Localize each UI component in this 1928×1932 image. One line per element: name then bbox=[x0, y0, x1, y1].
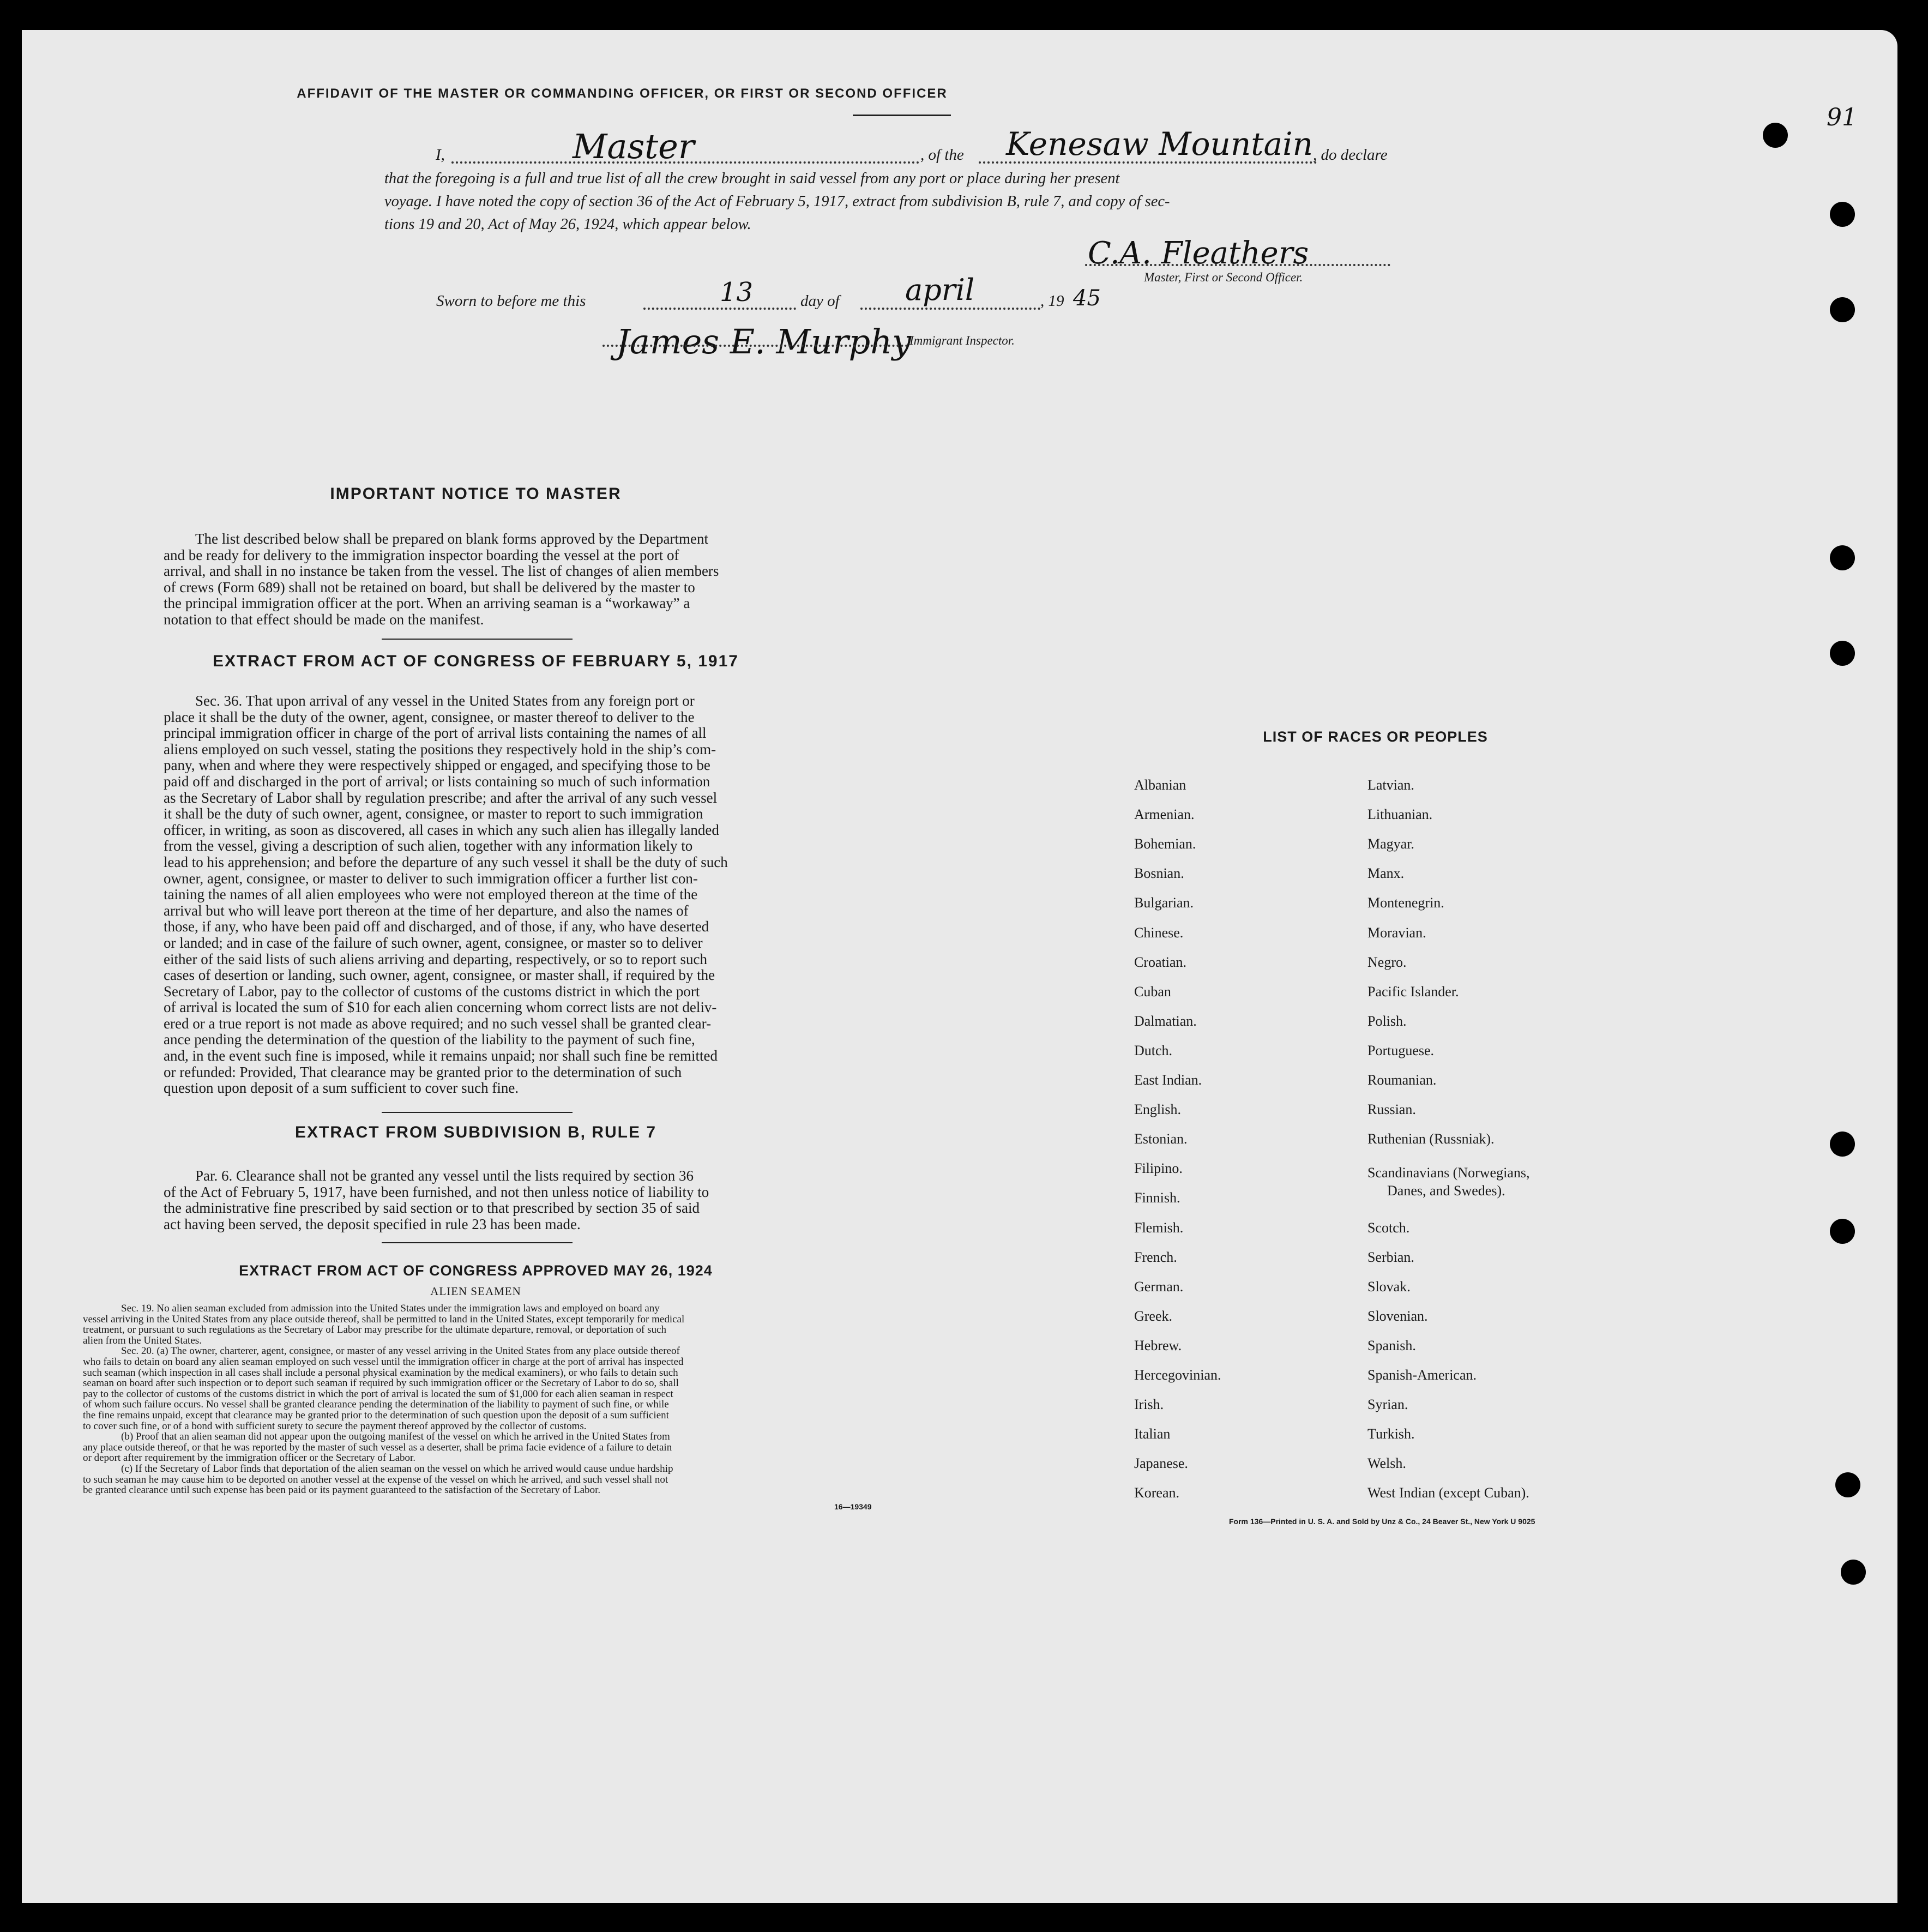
affidavit-declare-label: , do declare bbox=[1313, 146, 1388, 164]
text-line: Par. 6. Clearance shall not be granted any vessel until the lists required by section 36 bbox=[195, 1167, 694, 1184]
race-item: English. bbox=[1134, 1102, 1181, 1118]
inspector-caption: Immigrant Inspector. bbox=[909, 334, 1015, 347]
race-item: Bulgarian. bbox=[1134, 895, 1194, 911]
notice-paragraph bbox=[164, 531, 791, 628]
affidavit-of-the-label: , of the bbox=[920, 146, 964, 164]
text-line: Sec. 36. That upon arrival of any vessel in the United States from any foreign port or bbox=[195, 693, 695, 709]
day-field-line bbox=[643, 308, 796, 310]
punch-hole bbox=[1835, 1472, 1860, 1497]
punch-hole bbox=[1830, 545, 1855, 570]
text-line: notation to that effect should be made on the manifest. bbox=[164, 611, 484, 628]
text-line: Sec. 19. No alien seaman excluded from admission into the United States under the immigration laws and employed on board any bbox=[121, 1303, 660, 1314]
section-rule bbox=[382, 639, 573, 640]
master-handwritten: Master bbox=[573, 127, 695, 166]
race-item: Dutch. bbox=[1134, 1042, 1173, 1058]
text-line: arrival, and shall in no instance be taken from the vessel. The list of changes of alien members bbox=[164, 563, 719, 580]
race-item: Serbian. bbox=[1367, 1249, 1414, 1265]
text-line: of the Act of February 5, 1917, have been furnished, and not then unless notice of liability to bbox=[164, 1183, 709, 1200]
text-line: the principal immigration officer at the port. When an arriving seaman is a “workaway” a bbox=[164, 595, 690, 612]
race-item: Bohemian. bbox=[1134, 836, 1196, 852]
race-item: Polish. bbox=[1367, 1013, 1407, 1029]
race-item: French. bbox=[1134, 1249, 1177, 1265]
race-item: Scandinavians (Norwegians, bbox=[1367, 1165, 1530, 1181]
race-item: Turkish. bbox=[1367, 1426, 1415, 1442]
extract-1917-title: EXTRACT FROM ACT OF CONGRESS OF FEBRUARY 5, 1917 bbox=[213, 652, 739, 670]
race-item: Welsh. bbox=[1367, 1455, 1406, 1472]
text-line: paid off and discharged in the port of arrival; or lists containing so much of such information bbox=[164, 773, 710, 790]
text-line: treatment, or pursuant to such regulations as the Secretary of Labor may prescribe for the ultimate departure, removal, or deportation of such bbox=[83, 1324, 666, 1336]
sworn-label: Sworn to before me this bbox=[436, 292, 586, 310]
text-line: such seaman (which inspection in all cases shall include a personal physical examination by the medical examiners), or who fails to detain such bbox=[83, 1367, 678, 1379]
text-line: act having been served, the deposit specified in rule 23 has been made. bbox=[164, 1215, 581, 1232]
text-line: and be ready for delivery to the immigration inspector boarding the vessel at the port of bbox=[164, 546, 679, 563]
race-item: Slovak. bbox=[1367, 1278, 1411, 1295]
punch-hole bbox=[1830, 297, 1855, 322]
text-line: or deport after requirement by the immigration officer or the Secretary of Labor. bbox=[83, 1452, 416, 1464]
race-item: Negro. bbox=[1367, 954, 1407, 970]
race-item: Irish. bbox=[1134, 1397, 1164, 1413]
race-item: Spanish-American. bbox=[1367, 1367, 1477, 1383]
text-line: Sec. 20. (a) The owner, charterer, agent, consignee, or master of any vessel arriving in the United States from any place outside thereof bbox=[121, 1345, 680, 1357]
race-item: Estonian. bbox=[1134, 1131, 1188, 1147]
race-item: Ruthenian (Russniak). bbox=[1367, 1131, 1495, 1147]
text-line: the administrative fine prescribed by said section or to that prescribed by section 35 of said bbox=[164, 1200, 700, 1217]
race-item: Moravian. bbox=[1367, 924, 1426, 941]
text-line: ance pending the determination of the question of the liability to the payment of such fine, bbox=[164, 1031, 695, 1048]
text-line: officer, in writing, as soon as discovered, all cases in which any such alien has illegally landed bbox=[164, 821, 719, 838]
punch-hole bbox=[1841, 1560, 1866, 1585]
day-handwritten: 13 bbox=[720, 277, 754, 308]
text-line: as the Secretary of Labor shall by regulation prescribe; and after the arrival of any such vessel bbox=[164, 789, 718, 806]
punch-hole bbox=[1763, 123, 1788, 148]
text-line: or landed; and in case of the failure of such owner, agent, consignee, or master so to deliver bbox=[164, 934, 703, 951]
race-item: Slovenian. bbox=[1367, 1308, 1428, 1324]
races-title: LIST OF RACES OR PEOPLES bbox=[1263, 729, 1488, 745]
text-line: taining the names of all alien employees who were not employed thereon at the time of the bbox=[164, 886, 698, 903]
text-line: be granted clearance until such expense has been paid or its payment guaranteed to the satisfaction of the Secretary of Labor. bbox=[83, 1484, 601, 1496]
inspector-signature: James E. Murphy bbox=[616, 322, 912, 362]
month-handwritten: april bbox=[905, 273, 975, 307]
race-item: Chinese. bbox=[1134, 924, 1184, 941]
affidavit-text-line2: voyage. I have noted the copy of section 36 of the Act of February 5, 1917, extract from subdivision B, rule 7, and copy of sec- bbox=[384, 193, 1170, 210]
text-line: either of the said lists of such aliens arriving and departing, respectively, or so to report such bbox=[164, 950, 707, 967]
notice-title: IMPORTANT NOTICE TO MASTER bbox=[330, 485, 622, 503]
month-field-line bbox=[860, 308, 1040, 310]
text-line: it shall be the duty of such owner, agent, consignee, or master to report to such immigration bbox=[164, 805, 703, 822]
text-line: to cover such fine, or of a bond with sufficient surety to secure the payment thereof approved by the collector of customs. bbox=[83, 1420, 587, 1432]
day-of-label: day of bbox=[800, 292, 840, 310]
race-item: Syrian. bbox=[1367, 1397, 1408, 1413]
text-line: principal immigration officer in charge of the port of arrival lists containing the names of all bbox=[164, 725, 707, 742]
affidavit-text-line3: tions 19 and 20, Act of May 26, 1924, which appear below. bbox=[384, 216, 751, 233]
race-item: Albanian bbox=[1134, 777, 1186, 793]
text-line: The list described below shall be prepared on blank forms approved by the Department bbox=[195, 531, 708, 547]
text-line: aliens employed on such vessel, stating the positions they respectively hold in the ship’s com- bbox=[164, 741, 716, 757]
punch-hole bbox=[1830, 202, 1855, 227]
text-line: vessel arriving in the United States from any place outside thereof, shall be permitted to land in the United States, except temporarily for medical bbox=[83, 1313, 685, 1325]
text-line: (b) Proof that an alien seaman did not appear upon the outgoing manifest of the vessel on which he arrived in the United States from bbox=[121, 1431, 670, 1443]
race-item: Bosnian. bbox=[1134, 865, 1184, 882]
officer-signature: C.A. Fleathers bbox=[1088, 236, 1309, 271]
form-number: 16—19349 bbox=[834, 1502, 872, 1511]
title-rule bbox=[853, 115, 951, 116]
text-line: of crews (Form 689) shall not be retained on board, but shall be delivered by the master to bbox=[164, 579, 695, 595]
text-line: or refunded: Provided, That clearance may be granted prior to the determination of such bbox=[164, 1063, 682, 1080]
year-handwritten: 45 bbox=[1073, 286, 1101, 311]
race-item: Korean. bbox=[1134, 1485, 1180, 1501]
punch-hole bbox=[1830, 641, 1855, 666]
rule7-title: EXTRACT FROM SUBDIVISION B, RULE 7 bbox=[294, 1123, 657, 1141]
text-line: Secretary of Labor, pay to the collector of customs of the customs district in which the port bbox=[164, 983, 700, 1000]
text-line: to such seaman he may cause him to be deported on another vessel at the expense of the vessel on which he arrived, and such vessel shall not bbox=[83, 1473, 668, 1485]
race-item: Hebrew. bbox=[1134, 1337, 1182, 1353]
text-line: the fine remains unpaid, except that clearance may be granted prior to the determination of such question upon the deposit of a sum sufficient bbox=[83, 1409, 669, 1421]
vessel-handwritten: Kenesaw Mountain bbox=[1006, 125, 1314, 162]
race-item: Portuguese. bbox=[1367, 1042, 1435, 1058]
rule7-paragraph bbox=[164, 1168, 791, 1232]
affidavit-i-label: I, bbox=[436, 146, 445, 164]
affidavit-text-line1: that the foregoing is a full and true list of all the crew brought in said vessel from any port or place during her present bbox=[384, 170, 1120, 187]
text-line: seaman on board after such inspection or to deport such seaman if required by such immigration officer or the Secretary of Labor to do so, shall bbox=[83, 1377, 679, 1389]
inspector-signature-line bbox=[602, 345, 908, 347]
race-item: German. bbox=[1134, 1278, 1184, 1295]
race-item: Greek. bbox=[1134, 1308, 1173, 1324]
printer-footer: Form 136—Printed in U. S. A. and Sold by Unz & Co., 24 Beaver St., New York U 9025 bbox=[1229, 1517, 1535, 1526]
year-prefix: , 19 bbox=[1040, 292, 1064, 310]
text-line: (c) If the Secretary of Labor finds that deportation of the alien seaman on the vessel on which he arrived would cause undue hardship bbox=[121, 1462, 673, 1474]
text-line: pay to the collector of customs of the customs district in which the port of arrival is located the sum of $1,000 for each alien seaman in respect bbox=[83, 1388, 673, 1400]
extract-1917-paragraph bbox=[164, 693, 791, 1097]
race-item-continuation: Danes, and Swedes). bbox=[1387, 1183, 1505, 1199]
text-line: of arrival is located the sum of $10 for each alien concerning whom correct lists are not deliv- bbox=[164, 999, 717, 1016]
page-number-mark: 91 bbox=[1827, 104, 1857, 131]
race-item: Manx. bbox=[1367, 865, 1405, 882]
text-line: from the vessel, giving a description of such alien, together with any information likely to bbox=[164, 838, 693, 854]
officer-signature-line bbox=[1085, 264, 1390, 266]
text-line: ered or a true report is not made as above required; and no such vessel shall be granted clear- bbox=[164, 1015, 712, 1032]
section-rule bbox=[382, 1112, 573, 1113]
race-item: Flemish. bbox=[1134, 1219, 1184, 1236]
text-line: lead to his apprehension; and before the departure of any such vessel it shall be the duty of such bbox=[164, 853, 728, 870]
officer-caption: Master, First or Second Officer. bbox=[1144, 270, 1303, 284]
text-line: and, in the event such fine is imposed, while it remains unpaid; nor shall such fine be remitted bbox=[164, 1048, 718, 1064]
text-line: any place outside thereof, or that he was reported by the master of such vessel as a deserter, shall be prima facie evidence of a failure to detain bbox=[83, 1441, 672, 1453]
race-item: Latvian. bbox=[1367, 777, 1414, 793]
extract-1924-paragraph bbox=[83, 1303, 880, 1496]
section-rule bbox=[382, 1242, 573, 1243]
race-item: Armenian. bbox=[1134, 806, 1195, 823]
text-line: place it shall be the duty of the owner, agent, consignee, or master thereof to deliver to the bbox=[164, 708, 695, 725]
race-item: Filipino. bbox=[1134, 1160, 1183, 1177]
race-item: Hercegovinian. bbox=[1134, 1367, 1221, 1383]
punch-hole bbox=[1830, 1131, 1855, 1157]
text-line: cases of desertion or landing, such owner, agent, consignee, or master shall, if required by the bbox=[164, 967, 715, 984]
race-item: Italian bbox=[1134, 1426, 1171, 1442]
race-item: Scotch. bbox=[1367, 1219, 1410, 1236]
race-item: Dalmatian. bbox=[1134, 1013, 1197, 1029]
race-item: Pacific Islander. bbox=[1367, 983, 1459, 1000]
text-line: owner, agent, consignee, or master to deliver to such immigration officer a further list con- bbox=[164, 870, 698, 887]
extract-1924-subtitle: ALIEN SEAMEN bbox=[430, 1285, 521, 1298]
race-item: East Indian. bbox=[1134, 1072, 1202, 1088]
punch-hole bbox=[1830, 1219, 1855, 1244]
race-item: Croatian. bbox=[1134, 954, 1187, 970]
text-line: of whom such failure occurs. No vessel shall be granted clearance pending the determination of the liability to payment of such fine, or while bbox=[83, 1399, 669, 1411]
race-item: Roumanian. bbox=[1367, 1072, 1437, 1088]
race-item: Spanish. bbox=[1367, 1337, 1416, 1353]
text-line: those, if any, who have been paid off and discharged, and of those, if any, who have deserted bbox=[164, 918, 709, 935]
text-line: who fails to detain on board any alien seaman employed on such vessel until the immigration officer in charge at the port of arrival has inspected bbox=[83, 1356, 684, 1368]
race-item: West Indian (except Cuban). bbox=[1367, 1485, 1529, 1501]
text-line: arrival but who will leave port thereon at the time of her departure, and also the names of bbox=[164, 902, 689, 919]
race-item: Cuban bbox=[1134, 983, 1171, 1000]
race-item: Russian. bbox=[1367, 1102, 1416, 1118]
extract-1924-title: EXTRACT FROM ACT OF CONGRESS APPROVED MAY 26, 1924 bbox=[239, 1262, 713, 1279]
text-line: question upon deposit of a sum sufficient to cover such fine. bbox=[164, 1080, 519, 1097]
race-item: Lithuanian. bbox=[1367, 806, 1433, 823]
race-item: Japanese. bbox=[1134, 1455, 1188, 1472]
race-item: Montenegrin. bbox=[1367, 895, 1444, 911]
race-item: Finnish. bbox=[1134, 1190, 1180, 1206]
text-line: pany, when and where they were respectively shipped or engaged, and specifying those to be bbox=[164, 757, 710, 774]
text-line: alien from the United States. bbox=[83, 1334, 202, 1346]
affidavit-title: AFFIDAVIT OF THE MASTER OR COMMANDING OFFICER, OR FIRST OR SECOND OFFICER bbox=[297, 86, 948, 101]
race-item: Magyar. bbox=[1367, 836, 1414, 852]
